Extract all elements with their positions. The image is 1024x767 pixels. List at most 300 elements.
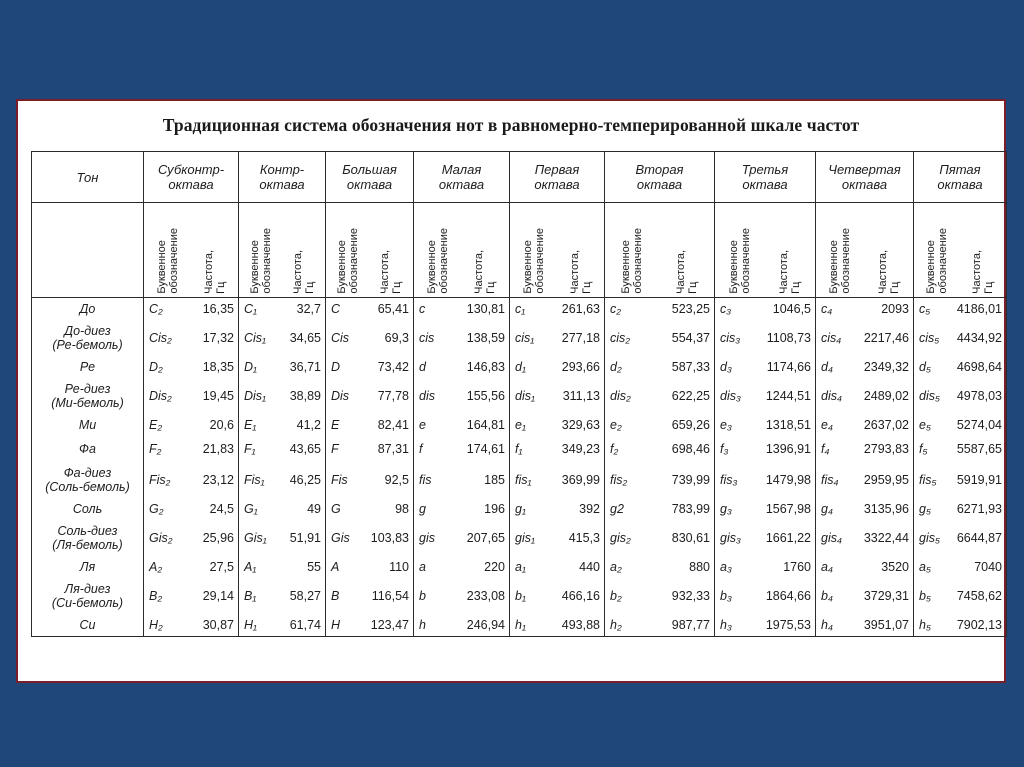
note-frequency: 7040 xyxy=(974,560,1002,574)
note-cell xyxy=(414,578,510,614)
note-cell xyxy=(914,378,1007,414)
note-frequency: 23,12 xyxy=(202,473,234,487)
tone-name: Ля-диез (Си-бемоль) xyxy=(32,578,144,614)
note-frequency: 123,47 xyxy=(370,618,409,632)
note-letter: c₁ xyxy=(515,302,526,316)
note-cell xyxy=(144,378,239,414)
note-cell xyxy=(914,498,1007,520)
table-row xyxy=(32,462,1007,498)
note-frequency: 246,94 xyxy=(466,618,505,632)
note-letter: h₄ xyxy=(821,618,833,632)
note-frequency: 1479,98 xyxy=(765,473,811,487)
subheader-frequency-label: Частота, Гц xyxy=(876,250,901,294)
note-cell xyxy=(715,298,816,321)
subheader-pair xyxy=(914,203,1007,298)
note-cell xyxy=(510,556,605,578)
note-frequency: 5587,65 xyxy=(956,442,1002,456)
note-frequency: 311,13 xyxy=(562,389,600,403)
note-frequency: 55 xyxy=(307,560,321,574)
note-letter: Dis₂ xyxy=(149,389,172,403)
note-letter: F xyxy=(331,442,339,456)
note-cell xyxy=(510,462,605,498)
note-cell xyxy=(605,498,715,520)
note-letter: f₅ xyxy=(919,442,928,456)
note-frequency: 82,41 xyxy=(377,418,409,432)
subheader-frequency-label: Частота, Гц xyxy=(379,250,404,294)
note-cell xyxy=(414,378,510,414)
note-frequency: 138,59 xyxy=(466,331,505,345)
note-letter: fis₄ xyxy=(821,473,839,487)
notes-table xyxy=(31,151,1007,637)
note-cell xyxy=(239,520,326,556)
note-cell xyxy=(326,520,414,556)
note-frequency: 185 xyxy=(484,473,505,487)
note-letter: g2 xyxy=(610,502,624,516)
note-letter: C₁ xyxy=(244,302,257,316)
note-cell xyxy=(510,356,605,378)
note-letter: gis₅ xyxy=(919,531,941,545)
note-letter: d xyxy=(419,360,426,374)
note-frequency: 277,18 xyxy=(561,331,600,345)
note-frequency: 46,25 xyxy=(289,473,321,487)
subheader-pair xyxy=(239,203,326,298)
note-letter: dis₁ xyxy=(515,389,535,403)
tone-name: Ми xyxy=(32,414,144,436)
note-frequency: 3322,44 xyxy=(863,531,909,545)
note-frequency: 369,99 xyxy=(561,473,600,487)
note-letter: cis₂ xyxy=(610,331,631,345)
note-frequency: 1174,66 xyxy=(766,360,811,374)
note-cell xyxy=(914,356,1007,378)
note-frequency: 830,61 xyxy=(671,531,710,545)
note-letter: Dis₁ xyxy=(244,389,266,403)
note-letter: B₂ xyxy=(149,589,163,603)
note-letter: C xyxy=(331,302,341,316)
note-cell xyxy=(605,378,715,414)
note-cell xyxy=(239,556,326,578)
note-cell xyxy=(326,414,414,436)
note-letter: fis xyxy=(419,473,432,487)
note-letter: E₂ xyxy=(149,418,163,432)
note-letter: f₂ xyxy=(610,442,619,456)
note-frequency: 58,27 xyxy=(289,589,321,603)
note-frequency: 1760 xyxy=(783,560,811,574)
subheader-letter-label: Буквенное обозначение xyxy=(925,228,949,294)
note-letter: F₁ xyxy=(244,442,256,456)
note-letter: G xyxy=(331,502,341,516)
subheader-frequency-label: Частота, Гц xyxy=(473,250,498,294)
note-cell xyxy=(144,462,239,498)
note-frequency: 34,65 xyxy=(289,331,321,345)
note-frequency: 146,83 xyxy=(466,360,505,374)
note-cell xyxy=(605,320,715,356)
note-frequency: 43,65 xyxy=(289,442,321,456)
note-frequency: 659,26 xyxy=(671,418,710,432)
note-letter: d₅ xyxy=(919,360,931,374)
note-frequency: 880 xyxy=(689,560,710,574)
tone-name: Фа xyxy=(32,436,144,462)
note-frequency: 30,87 xyxy=(202,618,234,632)
note-cell xyxy=(239,320,326,356)
note-cell xyxy=(715,462,816,498)
note-letter: cis₃ xyxy=(720,331,741,345)
note-cell xyxy=(510,378,605,414)
note-frequency: 38,89 xyxy=(289,389,321,403)
note-cell xyxy=(914,320,1007,356)
note-cell xyxy=(715,614,816,637)
note-cell xyxy=(816,414,914,436)
note-letter: a xyxy=(419,560,426,574)
note-frequency: 24,5 xyxy=(209,502,234,516)
note-frequency: 77,78 xyxy=(377,389,409,403)
note-cell xyxy=(414,498,510,520)
note-frequency: 1567,98 xyxy=(765,502,811,516)
note-letter: A xyxy=(331,560,340,574)
note-letter: d₄ xyxy=(821,360,833,374)
note-cell xyxy=(239,414,326,436)
note-cell xyxy=(816,462,914,498)
note-letter: b₃ xyxy=(720,589,732,603)
note-cell xyxy=(816,320,914,356)
note-frequency: 19,45 xyxy=(202,389,234,403)
note-cell xyxy=(414,520,510,556)
note-letter: a₄ xyxy=(821,560,833,574)
note-cell xyxy=(816,556,914,578)
note-cell xyxy=(414,556,510,578)
note-frequency: 6644,87 xyxy=(956,531,1002,545)
note-frequency: 698,46 xyxy=(671,442,710,456)
note-letter: f₁ xyxy=(515,442,523,456)
note-frequency: 61,74 xyxy=(289,618,321,632)
subheader-frequency-label: Частота, Гц xyxy=(291,250,316,294)
note-cell xyxy=(914,520,1007,556)
note-cell xyxy=(326,320,414,356)
note-letter: Fis₂ xyxy=(149,473,171,487)
note-frequency: 155,56 xyxy=(466,389,505,403)
note-letter: g₁ xyxy=(515,502,526,516)
tone-name: Ре xyxy=(32,356,144,378)
note-frequency: 2093 xyxy=(881,302,909,316)
header-octave: Малая октава xyxy=(414,152,510,203)
note-cell xyxy=(914,578,1007,614)
subheader-pair xyxy=(144,203,239,298)
note-letter: G₁ xyxy=(244,502,258,516)
note-cell xyxy=(510,578,605,614)
note-cell xyxy=(715,578,816,614)
note-frequency: 466,16 xyxy=(561,589,600,603)
note-cell xyxy=(414,356,510,378)
header-octave: Пятая октава xyxy=(914,152,1007,203)
note-frequency: 17,32 xyxy=(202,331,234,345)
table-row xyxy=(32,378,1007,414)
note-frequency: 25,96 xyxy=(202,531,234,545)
note-letter: c xyxy=(419,302,426,316)
note-frequency: 7902,13 xyxy=(956,618,1002,632)
note-letter: d₃ xyxy=(720,360,732,374)
note-cell xyxy=(914,298,1007,321)
table-title: Традиционная система обозначения нот в равномерно-темперированной шкале частот xyxy=(162,115,860,135)
note-cell xyxy=(239,578,326,614)
note-letter: g₄ xyxy=(821,502,833,516)
header-octave: Контр- октава xyxy=(239,152,326,203)
note-cell xyxy=(239,298,326,321)
table-row xyxy=(32,556,1007,578)
note-cell xyxy=(510,298,605,321)
note-cell xyxy=(914,556,1007,578)
note-letter: h₂ xyxy=(610,618,622,632)
tone-name: Фа-диез (Соль-бемоль) xyxy=(32,462,144,498)
note-cell xyxy=(914,436,1007,462)
note-cell xyxy=(914,462,1007,498)
tone-name: Соль-диез (Ля-бемоль) xyxy=(32,520,144,556)
note-cell xyxy=(414,462,510,498)
note-cell xyxy=(510,614,605,637)
note-letter: c₃ xyxy=(720,302,732,316)
note-letter: Gis₂ xyxy=(149,531,173,545)
note-frequency: 3951,07 xyxy=(863,618,909,632)
note-letter: dis₃ xyxy=(720,389,741,403)
note-letter: d₂ xyxy=(610,360,622,374)
note-frequency: 196 xyxy=(484,502,505,516)
note-frequency: 27,5 xyxy=(209,560,234,574)
note-cell xyxy=(715,320,816,356)
note-letter: a₅ xyxy=(919,560,931,574)
note-frequency: 493,88 xyxy=(561,618,600,632)
note-frequency: 233,08 xyxy=(466,589,505,603)
note-frequency: 554,37 xyxy=(671,331,710,345)
note-frequency: 1396,91 xyxy=(765,442,811,456)
note-cell xyxy=(326,462,414,498)
note-cell xyxy=(239,462,326,498)
note-frequency: 2959,95 xyxy=(863,473,909,487)
note-cell xyxy=(414,298,510,321)
header-octave: Большая октава xyxy=(326,152,414,203)
note-frequency: 73,42 xyxy=(377,360,409,374)
subheader-frequency-label: Частота, Гц xyxy=(971,250,995,294)
note-frequency: 5919,91 xyxy=(956,473,1002,487)
note-frequency: 92,5 xyxy=(384,473,409,487)
note-letter: gis xyxy=(419,531,435,545)
note-cell xyxy=(816,498,914,520)
subheader-frequency-label: Частота, Гц xyxy=(202,250,227,294)
note-cell xyxy=(605,614,715,637)
note-frequency: 2349,32 xyxy=(863,360,909,374)
note-frequency: 116,54 xyxy=(371,589,409,603)
note-letter: A₂ xyxy=(149,560,163,574)
subheader-frequency-label: Частота, Гц xyxy=(778,250,802,294)
note-letter: e₁ xyxy=(515,418,526,432)
note-letter: cis₄ xyxy=(821,331,842,345)
note-letter: h xyxy=(419,618,426,632)
subheader-pair xyxy=(715,203,816,298)
note-letter: fis₂ xyxy=(610,473,628,487)
note-letter: h₅ xyxy=(919,618,931,632)
note-cell xyxy=(816,356,914,378)
note-cell xyxy=(715,414,816,436)
note-letter: b₁ xyxy=(515,589,526,603)
note-cell xyxy=(326,356,414,378)
note-cell xyxy=(914,614,1007,637)
note-cell xyxy=(510,320,605,356)
tone-name: До xyxy=(32,298,144,321)
note-frequency: 103,83 xyxy=(370,531,409,545)
note-cell xyxy=(816,298,914,321)
note-letter: fis₅ xyxy=(919,473,937,487)
subheader-letter-label: Буквенное обозначение xyxy=(521,228,546,294)
tone-name: До-диез (Ре-бемоль) xyxy=(32,320,144,356)
note-frequency: 87,31 xyxy=(377,442,409,456)
note-frequency: 3520 xyxy=(881,560,909,574)
note-letter: dis₅ xyxy=(919,389,941,403)
note-cell xyxy=(605,556,715,578)
note-frequency: 329,63 xyxy=(561,418,600,432)
note-letter: e₃ xyxy=(720,418,732,432)
note-cell xyxy=(605,414,715,436)
note-frequency: 98 xyxy=(395,502,409,516)
note-letter: f xyxy=(419,442,423,456)
note-letter: a₃ xyxy=(720,560,732,574)
note-cell xyxy=(326,436,414,462)
note-letter: B xyxy=(331,589,340,603)
note-cell xyxy=(144,356,239,378)
note-letter: b₂ xyxy=(610,589,622,603)
subheader-row xyxy=(32,203,1007,298)
note-cell xyxy=(414,414,510,436)
note-letter: gis₃ xyxy=(720,531,741,545)
note-letter: Fis₁ xyxy=(244,473,265,487)
note-cell xyxy=(715,436,816,462)
note-cell xyxy=(326,578,414,614)
table-row xyxy=(32,520,1007,556)
note-cell xyxy=(239,436,326,462)
note-frequency: 20,6 xyxy=(209,418,234,432)
note-letter: B₁ xyxy=(244,589,257,603)
note-letter: g₃ xyxy=(720,502,732,516)
note-cell xyxy=(144,556,239,578)
note-letter: C₂ xyxy=(149,302,163,316)
header-octave: Субконтр- октава xyxy=(144,152,239,203)
note-cell xyxy=(144,614,239,637)
note-cell xyxy=(605,298,715,321)
note-letter: h₁ xyxy=(515,618,526,632)
note-letter: e xyxy=(419,418,426,432)
note-frequency: 29,14 xyxy=(202,589,234,603)
note-frequency: 392 xyxy=(579,502,600,516)
note-frequency: 1046,5 xyxy=(772,302,811,316)
note-letter: dis₄ xyxy=(821,389,842,403)
subheader-frequency-label: Частота, Гц xyxy=(568,250,593,294)
note-cell xyxy=(605,356,715,378)
note-frequency: 16,35 xyxy=(202,302,234,316)
note-letter: cis₅ xyxy=(919,331,940,345)
subheader-pair xyxy=(816,203,914,298)
note-cell xyxy=(144,414,239,436)
note-cell xyxy=(326,556,414,578)
note-cell xyxy=(715,556,816,578)
note-frequency: 4186,01 xyxy=(956,302,1002,316)
subheader-letter-label: Буквенное обозначение xyxy=(155,228,180,294)
header-row xyxy=(32,152,1007,203)
note-letter: Cis₁ xyxy=(244,331,266,345)
note-frequency: 49 xyxy=(307,502,321,516)
table-row xyxy=(32,414,1007,436)
note-letter: cis xyxy=(419,331,435,345)
header-octave: Первая октава xyxy=(510,152,605,203)
subheader-letter-label: Буквенное обозначение xyxy=(828,228,853,294)
note-letter: gis₂ xyxy=(610,531,631,545)
note-frequency: 207,65 xyxy=(466,531,505,545)
note-letter: E xyxy=(331,418,340,432)
note-letter: fis₃ xyxy=(720,473,738,487)
note-frequency: 523,25 xyxy=(671,302,710,316)
note-frequency: 41,2 xyxy=(296,418,321,432)
note-cell xyxy=(144,498,239,520)
note-letter: dis₂ xyxy=(610,389,631,403)
tone-name: Си xyxy=(32,614,144,637)
note-cell xyxy=(144,578,239,614)
note-letter: H₂ xyxy=(149,618,163,632)
note-frequency: 110 xyxy=(389,560,409,574)
subheader-pair xyxy=(510,203,605,298)
note-frequency: 7458,62 xyxy=(956,589,1002,603)
note-cell xyxy=(239,356,326,378)
note-frequency: 1108,73 xyxy=(766,331,811,345)
note-frequency: 2489,02 xyxy=(863,389,909,403)
subheader-letter-label: Буквенное обозначение xyxy=(335,228,360,294)
note-frequency: 932,33 xyxy=(671,589,710,603)
note-cell xyxy=(510,414,605,436)
note-letter: dis xyxy=(419,389,435,403)
note-frequency: 415,3 xyxy=(568,531,600,545)
note-letter: e₅ xyxy=(919,418,931,432)
note-letter: Gis₁ xyxy=(244,531,267,545)
note-cell xyxy=(715,498,816,520)
header-octave: Третья октава xyxy=(715,152,816,203)
note-frequency: 2217,46 xyxy=(863,331,909,345)
table-row xyxy=(32,614,1007,637)
note-cell xyxy=(914,414,1007,436)
note-letter: gis₄ xyxy=(821,531,842,545)
table-row xyxy=(32,298,1007,321)
note-letter: c₂ xyxy=(610,302,622,316)
note-frequency: 3729,31 xyxy=(863,589,909,603)
subheader-pair xyxy=(605,203,715,298)
note-cell xyxy=(144,298,239,321)
note-cell xyxy=(510,520,605,556)
note-letter: G₂ xyxy=(149,502,164,516)
header-octave: Вторая октава xyxy=(605,152,715,203)
table-row xyxy=(32,320,1007,356)
note-frequency: 587,33 xyxy=(671,360,710,374)
table-row xyxy=(32,498,1007,520)
note-frequency: 1244,51 xyxy=(765,389,811,403)
note-cell xyxy=(510,436,605,462)
subheader-frequency-label: Частота, Гц xyxy=(674,250,699,294)
note-frequency: 1318,51 xyxy=(765,418,811,432)
note-frequency: 2637,02 xyxy=(863,418,909,432)
note-cell xyxy=(715,356,816,378)
subheader-letter-label: Буквенное обозначение xyxy=(248,228,273,294)
subheader-pair xyxy=(414,203,510,298)
note-cell xyxy=(414,320,510,356)
note-frequency: 261,63 xyxy=(561,302,600,316)
note-cell xyxy=(239,378,326,414)
note-letter: b xyxy=(419,589,426,603)
note-frequency: 5274,04 xyxy=(956,418,1002,432)
note-letter: f₄ xyxy=(821,442,830,456)
note-frequency: 4978,03 xyxy=(956,389,1002,403)
note-frequency: 51,91 xyxy=(289,531,321,545)
